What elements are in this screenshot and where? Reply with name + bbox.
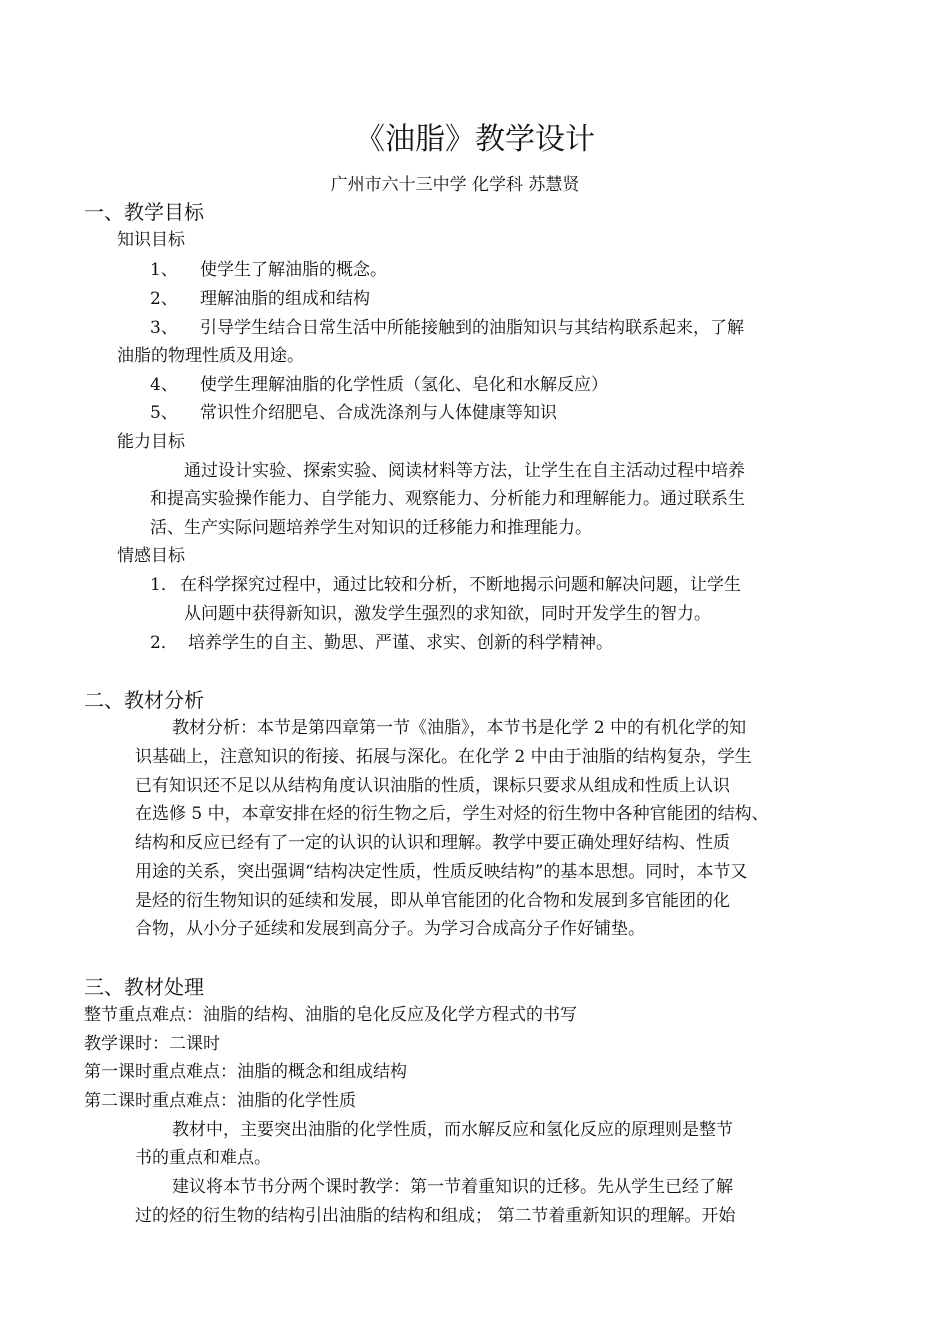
plain-line: 第二课时重点难点：油脂的化学性质 [84,1091,356,1111]
list-item-continuation: 从问题中获得新知识，激发学生强烈的求知欲，同时开发学生的智力。 [184,604,711,624]
ability-objectives-label: 能力目标 [117,432,185,452]
list-item-continuation: 油脂的物理性质及用途。 [117,346,304,366]
list-item-number: 1、 [150,260,178,280]
paragraph-line: 识基础上，注意知识的衔接、拓展与深化。在化学 2 中由于油脂的结构复杂，学生 [135,747,752,767]
paragraph-line: 建议将本节书分两个课时教学：第一节着重知识的迁移。先从学生已经了解 [172,1177,733,1197]
list-item-text: 常识性介绍肥皂、合成洗涤剂与人体健康等知识 [200,403,557,423]
paragraph-line: 教材分析：本节是第四章第一节《油脂》，本节书是化学 2 中的有机化学的知 [172,718,747,738]
section-heading-textbook-analysis: 二、教材分析 [84,688,204,712]
paragraph-line: 已有知识还不足以从结构角度认识油脂的性质，课标只要求从组成和性质上认识 [135,776,730,796]
list-item-text: 理解油脂的组成和结构 [200,289,370,309]
section-heading-objectives: 一、教学目标 [84,200,204,224]
list-item-text: 引导学生结合日常生活中所能接触到的油脂知识与其结构联系起来，了解 [200,318,744,338]
list-item-number: 2． [150,633,178,653]
list-item-text: 培养学生的自主、勤思、严谨、求实、创新的科学精神。 [188,633,613,653]
list-item-text: 使学生理解油脂的化学性质（氢化、皂化和水解反应） [200,375,608,395]
paragraph-line: 书的重点和难点。 [135,1148,271,1168]
paragraph-line: 用途的关系，突出强调“结构决定性质，性质反映结构”的基本思想。同时，本节又 [135,862,748,882]
list-item-number: 1． [150,575,178,595]
plain-line: 第一课时重点难点：油脂的概念和组成结构 [84,1062,407,1082]
paragraph-line: 活、生产实际问题培养学生对知识的迁移能力和推理能力。 [150,518,592,538]
list-item-number: 3、 [150,318,178,338]
paragraph-line: 通过设计实验、探索实验、阅读材料等方法，让学生在自主活动过程中培养 [184,461,745,481]
plain-line: 教学课时：二课时 [84,1034,220,1054]
list-item-number: 5、 [150,403,178,423]
emotion-objectives-label: 情感目标 [117,546,185,566]
list-item-text: 使学生了解油脂的概念。 [200,260,387,280]
list-item-text: 在科学探究过程中，通过比较和分析，不断地揭示问题和解决问题，让学生 [180,575,741,595]
author-line: 广州市六十三中学 化学科 苏慧贤 [330,175,580,195]
list-item-number: 2、 [150,289,178,309]
paragraph-line: 是烃的衍生物知识的延续和发展，即从单官能团的化合物和发展到多官能团的化 [135,891,730,911]
document-title: 《油脂》教学设计 [355,122,595,157]
paragraph-line: 结构和反应已经有了一定的认识的认识和理解。教学中要正确处理好结构、性质 [135,833,730,853]
section-heading-textbook-treatment: 三、教材处理 [84,975,204,999]
paragraph-line: 合物，从小分子延续和发展到高分子。为学习合成高分子作好铺垫。 [135,919,645,939]
paragraph-line: 教材中，主要突出油脂的化学性质，而水解反应和氢化反应的原理则是整节 [172,1120,733,1140]
paragraph-line: 在选修 5 中，本章安排在烃的衍生物之后，学生对烃的衍生物中各种官能团的结构、 [135,804,769,824]
paragraph-line: 和提高实验操作能力、自学能力、观察能力、分析能力和理解能力。通过联系生 [150,489,745,509]
knowledge-objectives-label: 知识目标 [117,230,185,250]
plain-line: 整节重点难点：油脂的结构、油脂的皂化反应及化学方程式的书写 [84,1005,577,1025]
list-item-number: 4、 [150,375,178,395]
paragraph-line: 过的烃的衍生物的结构引出油脂的结构和组成； 第二节着重新知识的理解。开始 [135,1206,736,1226]
